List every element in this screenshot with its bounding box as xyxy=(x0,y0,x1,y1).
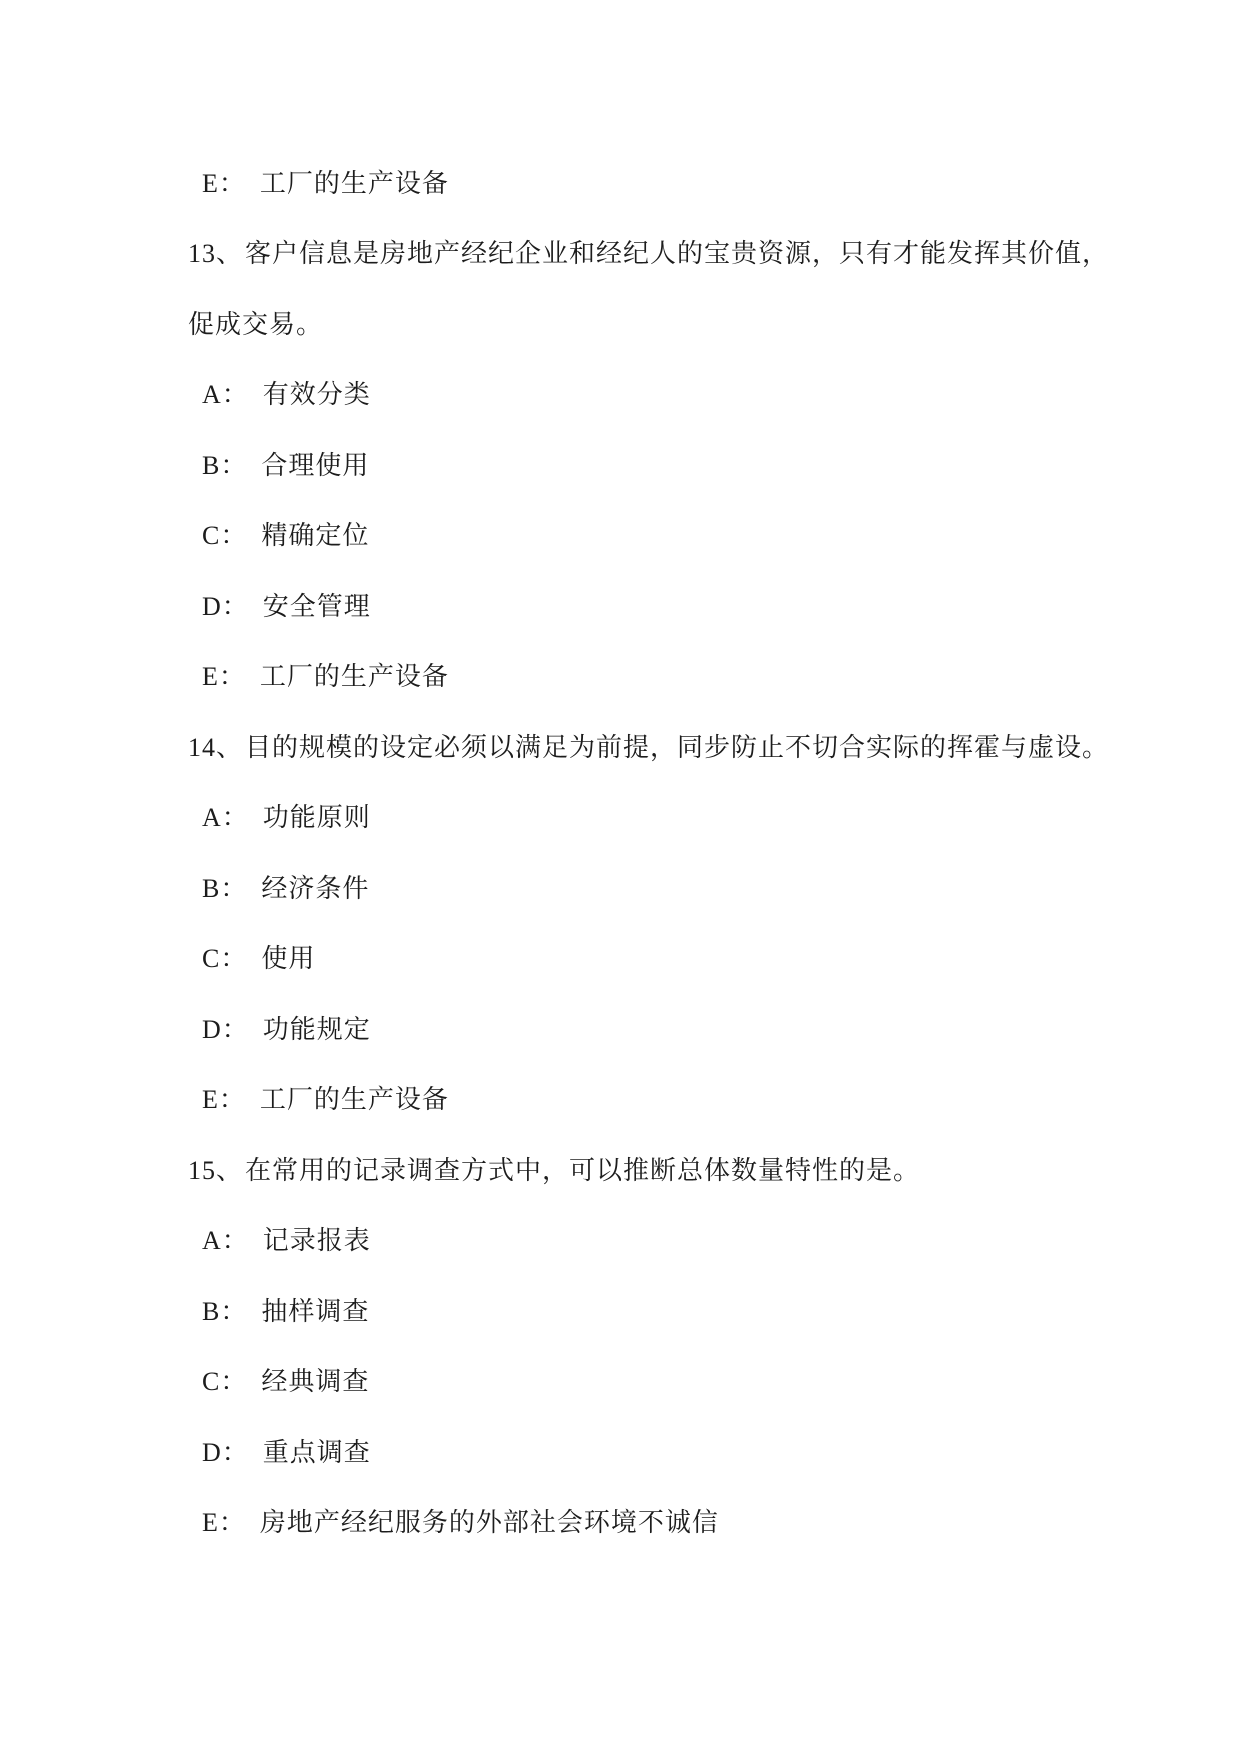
option-line-b xyxy=(0,428,1240,499)
option-text: 安全管理 xyxy=(262,591,371,621)
option-text: 精确定位 xyxy=(261,521,370,551)
option-line-e xyxy=(0,1063,1240,1134)
question-number: 13、 xyxy=(188,239,244,269)
option-text: 经济条件 xyxy=(261,873,370,903)
option-label: A： xyxy=(202,1226,249,1256)
option-label: C： xyxy=(202,944,248,974)
question-continuation-text xyxy=(0,287,1240,358)
option-label: B： xyxy=(202,1296,248,1326)
option-label: A： xyxy=(202,380,249,410)
option-label: B： xyxy=(202,450,248,480)
option-label: E： xyxy=(202,1508,246,1538)
option-label: D： xyxy=(202,1014,249,1044)
question-text: 客户信息是房地产经纪企业和经纪人的宝贵资源，只有才能发挥其价值， xyxy=(245,239,1110,269)
option-text: 房地产经纪服务的外部社会环境不诚信 xyxy=(259,1508,719,1538)
option-text: 记录报表 xyxy=(262,1226,371,1256)
option-line-a xyxy=(0,358,1240,429)
option-text: 功能规定 xyxy=(262,1014,371,1044)
option-text: 经典调查 xyxy=(261,1367,370,1397)
question-line-13 xyxy=(0,217,1240,288)
question-line-15 xyxy=(0,1133,1240,1204)
option-line-d xyxy=(0,569,1240,640)
option-text: 合理使用 xyxy=(261,450,370,480)
question-line-14 xyxy=(0,710,1240,781)
option-text: 工厂的生产设备 xyxy=(259,662,449,692)
option-line-b xyxy=(0,851,1240,922)
option-line-c xyxy=(0,922,1240,993)
option-label: E： xyxy=(202,1085,246,1115)
option-line-c xyxy=(0,1345,1240,1416)
question-number: 14、 xyxy=(188,732,244,762)
option-label: B： xyxy=(202,873,248,903)
option-label: E： xyxy=(202,168,246,198)
option-label: D： xyxy=(202,591,249,621)
option-line-e xyxy=(0,640,1240,711)
option-text: 重点调查 xyxy=(262,1437,371,1467)
option-line-e xyxy=(0,1486,1240,1557)
option-text: 工厂的生产设备 xyxy=(259,1085,449,1115)
option-line-a xyxy=(0,781,1240,852)
option-label: D： xyxy=(202,1437,249,1467)
question-text: 目的规模的设定必须以满足为前提，同步防止不切合实际的挥霍与虚设。 xyxy=(245,732,1110,762)
option-line-e xyxy=(0,146,1240,217)
option-line-a xyxy=(0,1204,1240,1275)
option-line-b xyxy=(0,1274,1240,1345)
option-text: 功能原则 xyxy=(262,803,371,833)
option-label: A： xyxy=(202,803,249,833)
option-label: E： xyxy=(202,662,246,692)
question-text: 在常用的记录调查方式中，可以推断总体数量特性的是。 xyxy=(245,1155,921,1185)
option-text: 工厂的生产设备 xyxy=(259,168,449,198)
option-text: 有效分类 xyxy=(262,380,371,410)
option-label: C： xyxy=(202,1367,248,1397)
option-text: 使用 xyxy=(261,944,316,974)
option-line-d xyxy=(0,1415,1240,1486)
option-line-c xyxy=(0,499,1240,570)
question-number: 15、 xyxy=(188,1155,244,1185)
option-line-d xyxy=(0,992,1240,1063)
document-text-body xyxy=(0,146,1240,1556)
continuation-text: 促成交易。 xyxy=(188,309,324,339)
option-text: 抽样调查 xyxy=(261,1296,370,1326)
option-label: C： xyxy=(202,521,248,551)
